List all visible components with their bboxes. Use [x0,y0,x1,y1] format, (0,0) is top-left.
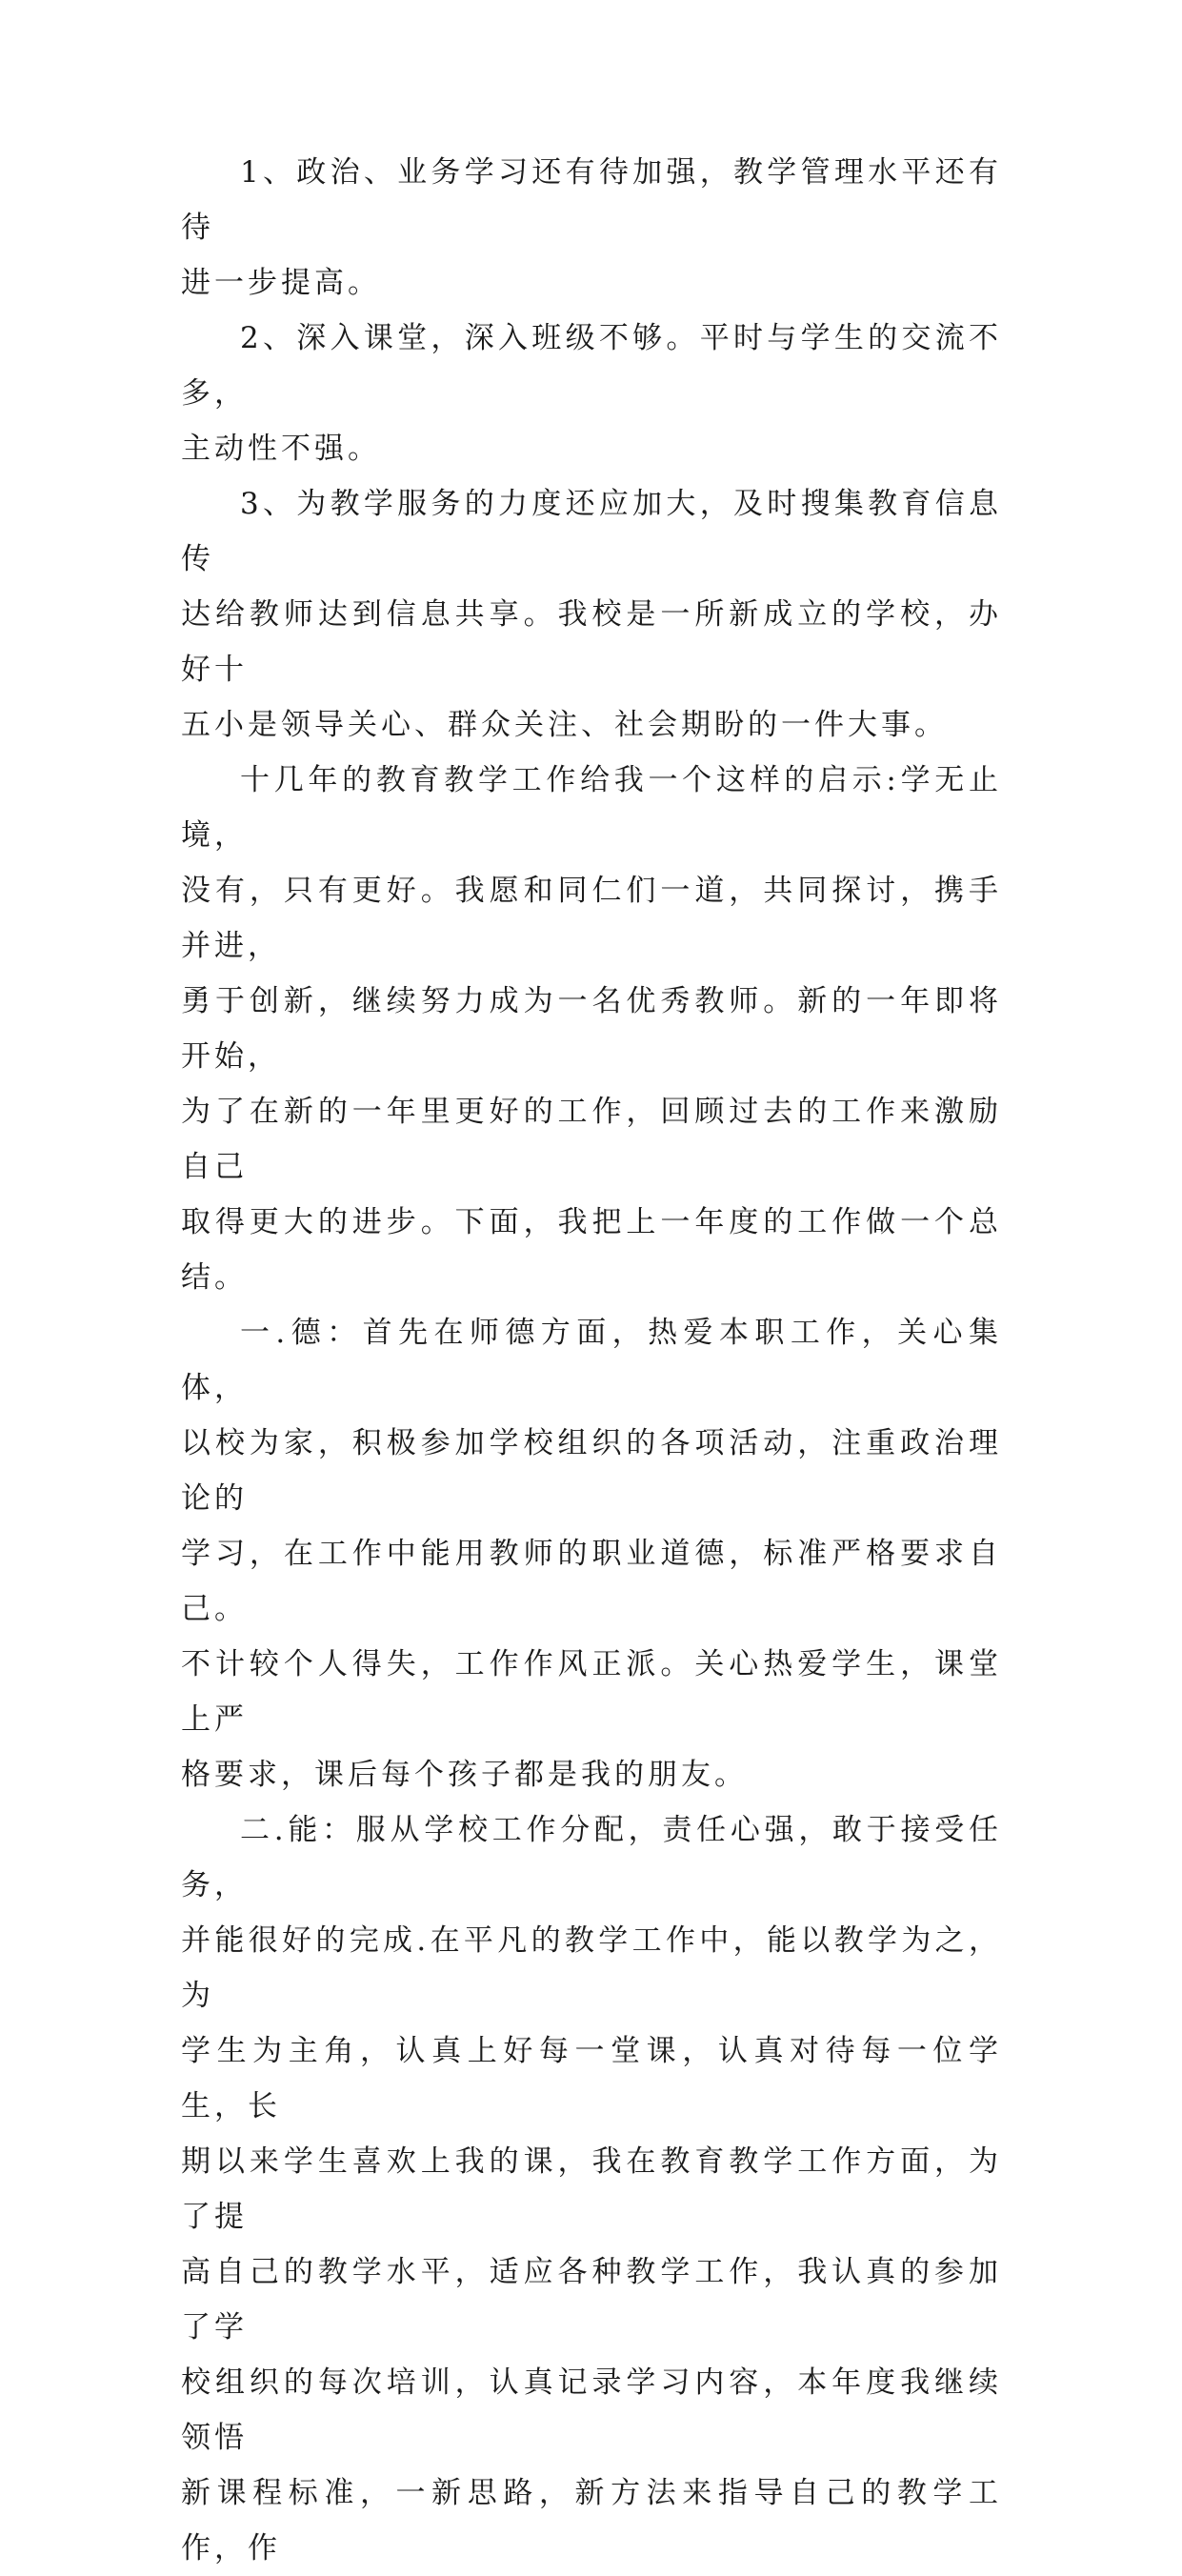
paragraph-shortcomings-3: 3、为教学服务的力度还应加大，及时搜集教育信息传 达给教师达到信息共享。我校是一所新成立的学校，办好十 五小是领导关心、群众关注、社会期盼的一件大事。 [181,487,1002,742]
document-body [181,145,1002,2576]
paragraph-reflection: 十几年的教育教学工作给我一个这样的启示:学无止境， 没有，只有更好。我愿和同仁们一道，共同探讨，携手并进， 勇于创新，继续努力成为一名优秀教师。新的一年即将开始， 为了在新的一年里更好的工作，回顾过去的工作来激励自己 取得更大的进步。下面，我把上一年度的工作做一个总结。 [181,763,1002,1295]
paragraph-shortcomings-2: 2、深入课堂，深入班级不够。平时与学生的交流不多， 主动性不强。 [181,321,1002,466]
paragraph-morality: 一.德：首先在师德方面，热爱本职工作，关心集体， 以校为家，积极参加学校组织的各项活动，注重政治理论的 学习，在工作中能用教师的职业道德，标准严格要求自己。 不计较个人得失，工作作风正派。关心热爱学生，课堂上严 格要求，课后每个孩子都是我的朋友。 [181,1316,1002,1792]
paragraph-shortcomings-1: 1、政治、业务学习还有待加强，教学管理水平还有待 进一步提高。 [181,155,1002,300]
paragraph-ability: 二.能：服从学校工作分配，责任心强，敢于接受任务， 并能很好的完成.在平凡的教学工作中，能以教学为之，为 学生为主角，认真上好每一堂课，认真对待每一位学生，长 期以来学生喜欢上我的课，我在教育教学工作方面，为了提 高自己的教学水平，适应各种教学工作，我认真的参加了学 校组织的每次培训，认真记录学习内容，本年度我继续领悟 新课程标准，一新思路，新方法来指导自己的教学工作，作 [181,1813,1002,2566]
